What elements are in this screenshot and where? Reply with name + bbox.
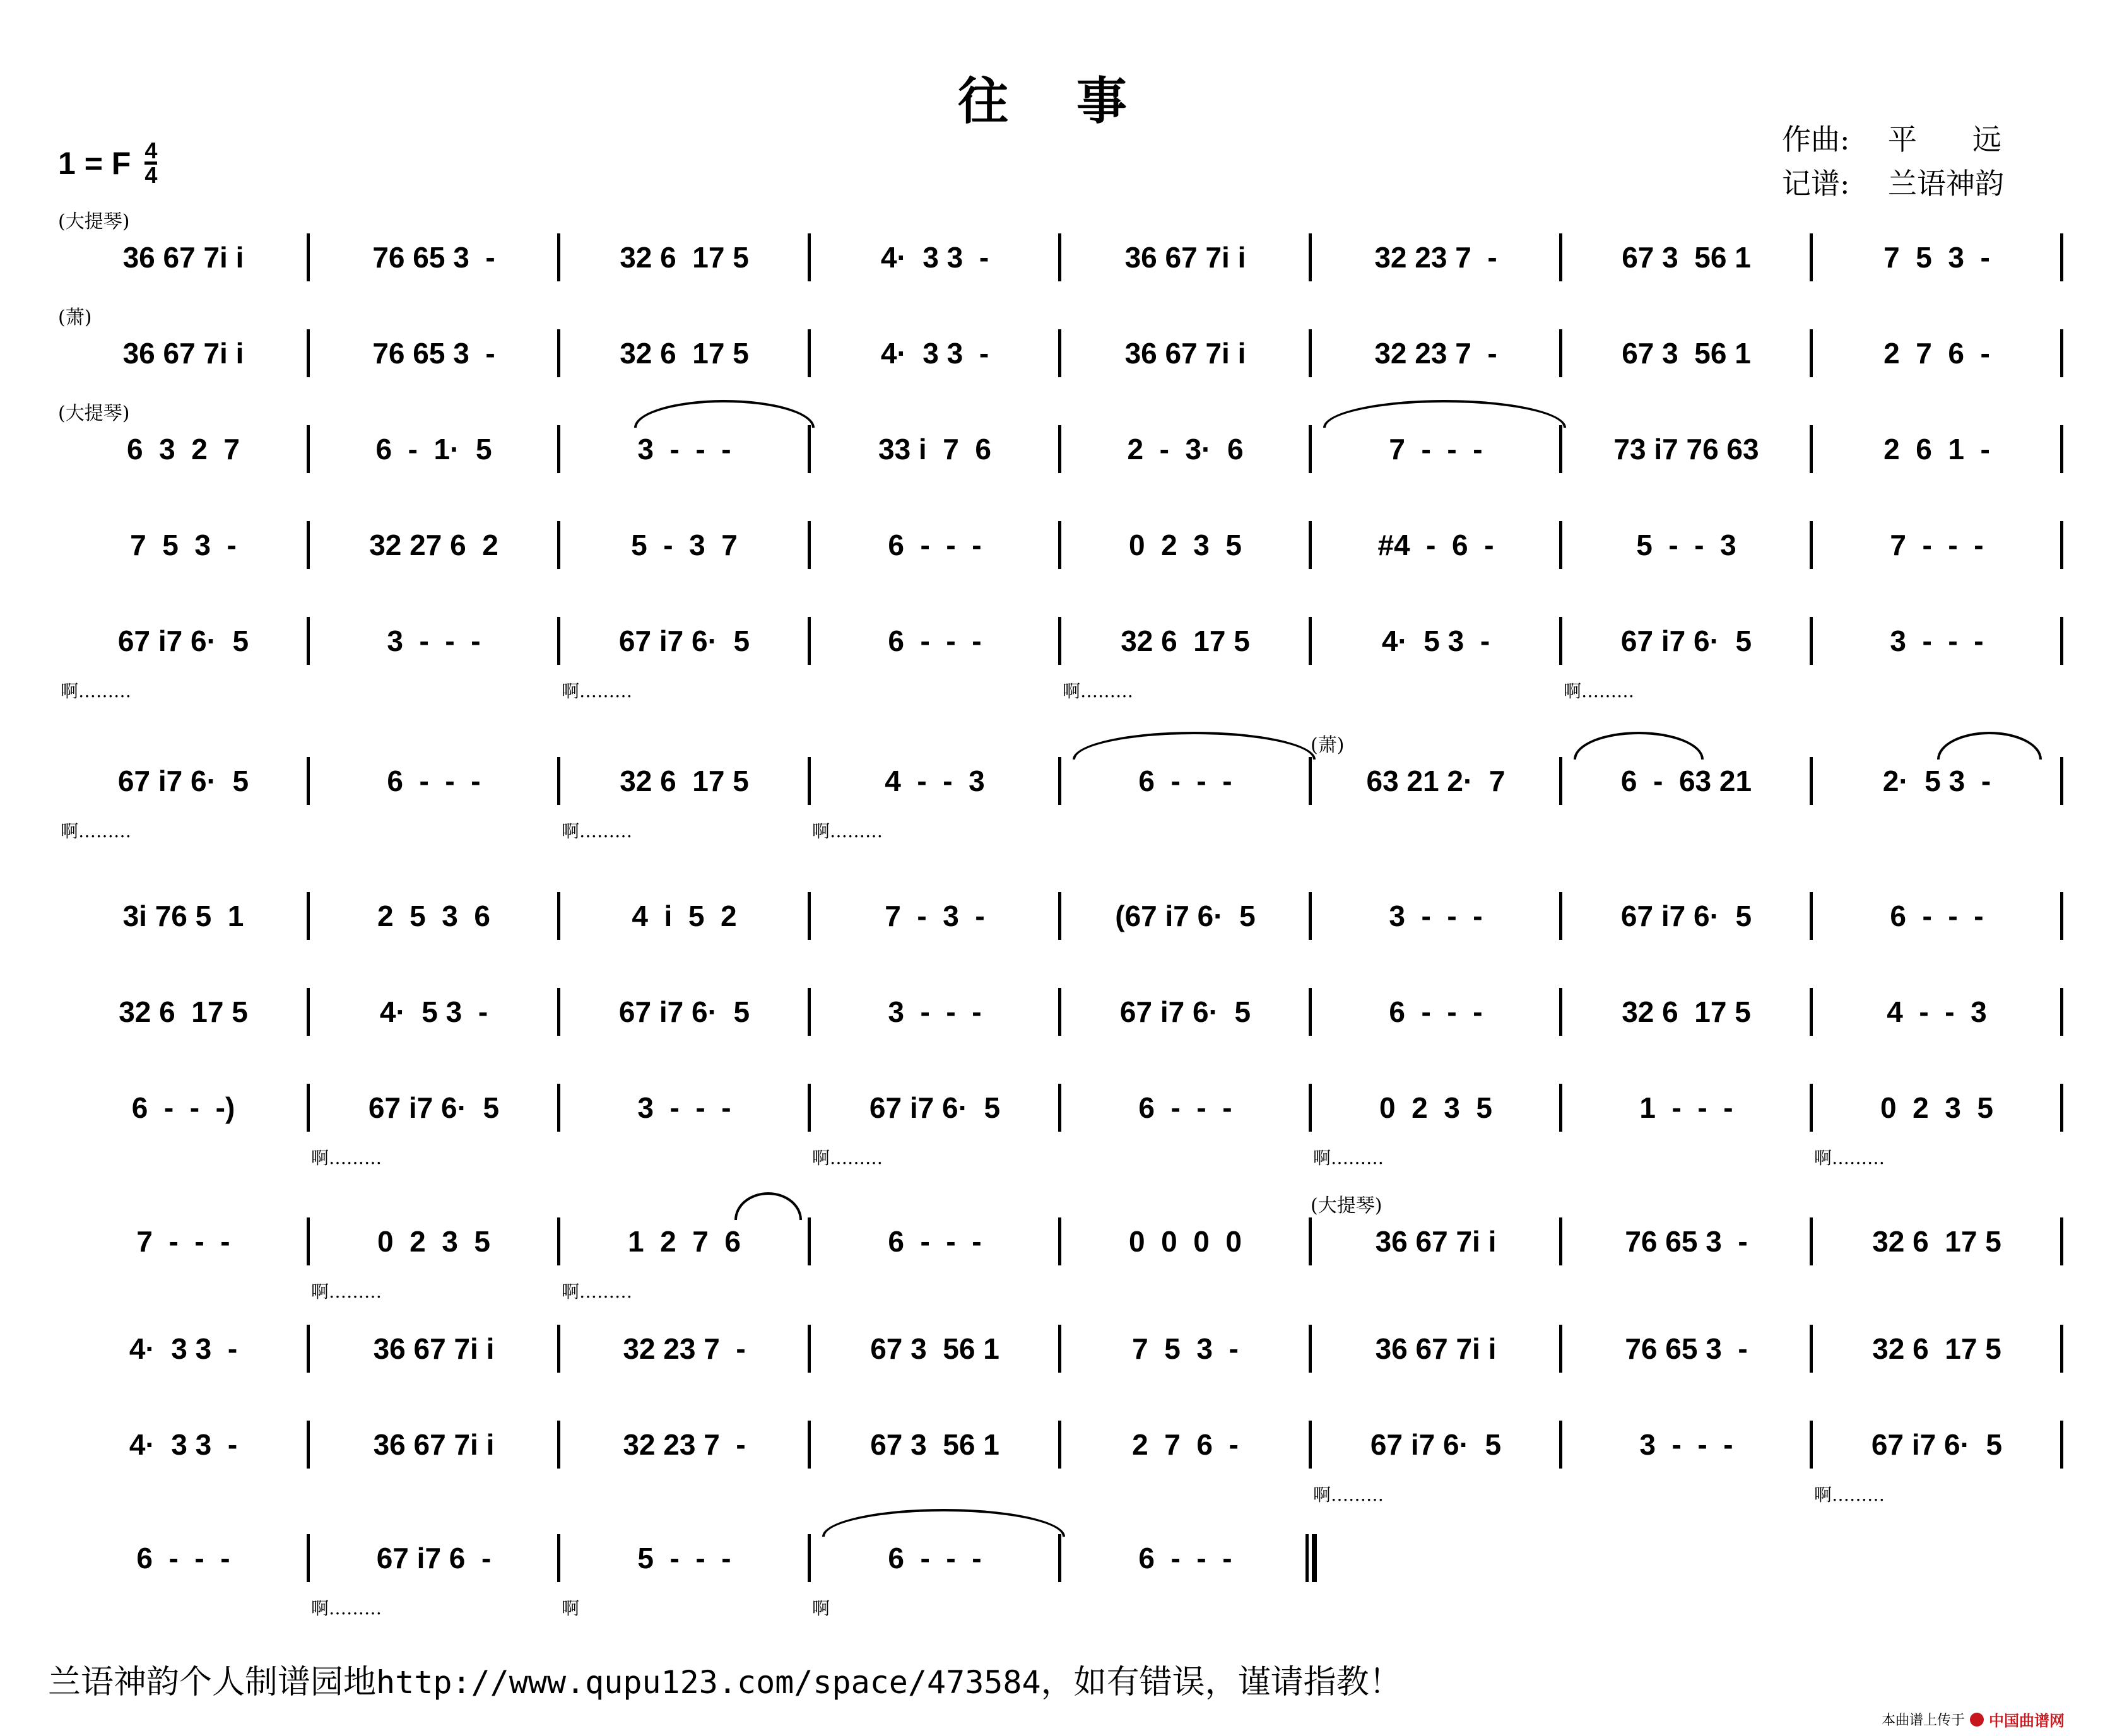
measure: 32 6 17 5	[620, 765, 749, 797]
measure: 67 i7 6 -	[376, 1542, 492, 1575]
barline	[1810, 1217, 1813, 1265]
measure: 63 21 2· 7	[1366, 765, 1506, 797]
measure: 36 67 7i i	[122, 241, 244, 274]
barline	[307, 1421, 310, 1469]
barline	[1309, 521, 1312, 569]
measure: 7 5 3 -	[1883, 241, 1990, 274]
instrument-annotation: (萧)	[1311, 734, 1345, 756]
credits	[1782, 117, 2057, 206]
tie-slur	[734, 1192, 802, 1220]
measure: 6 3 2 7	[126, 433, 240, 466]
measure: 67 3 56 1	[1622, 337, 1751, 370]
footer-suffix: ，如有错误，谨请指教！	[1040, 1663, 1402, 1701]
barline	[1810, 1421, 1813, 1469]
instrument-annotation: (大提琴)	[58, 211, 130, 233]
measure: 67 i7 6· 5	[1119, 995, 1251, 1028]
footer-prefix: 兰语神韵个人制谱园地	[48, 1663, 377, 1701]
lyric: 啊………	[812, 1147, 883, 1168]
measure: 67 3 56 1	[870, 1428, 999, 1461]
measure: 67 3 56 1	[870, 1332, 999, 1365]
lyric: 啊………	[311, 1598, 382, 1619]
measure: 76 65 3 -	[372, 241, 495, 274]
barline	[1559, 892, 1562, 940]
barline	[1058, 329, 1061, 377]
score-line	[58, 988, 2062, 1038]
barline	[307, 757, 310, 805]
measure: 67 3 56 1	[1622, 241, 1751, 274]
lyric: 啊………	[1063, 681, 1134, 701]
measure: 2 7 6 -	[1132, 1428, 1239, 1461]
barline	[808, 233, 811, 281]
measure: 73 i7 76 63	[1613, 433, 1759, 466]
score-line	[58, 892, 2062, 942]
barline	[1810, 329, 1813, 377]
barline	[1058, 1084, 1061, 1132]
barline	[2060, 1421, 2063, 1469]
barline	[2060, 617, 2063, 665]
barline	[557, 757, 560, 805]
measure: 32 6 17 5	[620, 241, 749, 274]
transcriber-label: 记谱:	[1782, 167, 1850, 201]
measure: 36 67 7i i	[1124, 337, 1246, 370]
barline	[1559, 425, 1562, 473]
barline	[1559, 1217, 1562, 1265]
measure: 32 6 17 5	[1872, 1225, 2001, 1258]
transcriber-name: 兰语神韵	[1888, 167, 2004, 201]
barline	[557, 1084, 560, 1132]
lyric: 啊………	[1313, 1484, 1384, 1505]
barline	[808, 1421, 811, 1469]
barline	[557, 892, 560, 940]
barline	[307, 233, 310, 281]
barline	[557, 1534, 560, 1582]
barline	[2060, 892, 2063, 940]
barline	[2060, 425, 2063, 473]
measure: 6 - - -	[888, 529, 982, 561]
measure: 4 i 5 2	[632, 900, 737, 932]
measure: 7 - - -	[136, 1225, 230, 1258]
score-line	[58, 734, 2062, 842]
barline	[1559, 617, 1562, 665]
barline	[2060, 1217, 2063, 1265]
measure: 7 - - -	[1389, 433, 1483, 466]
barline	[1559, 988, 1562, 1036]
tie-slur	[822, 1509, 1065, 1537]
barline	[1058, 425, 1061, 473]
measure: 67 i7 6· 5	[368, 1091, 500, 1124]
barline	[1559, 757, 1562, 805]
barline	[1058, 233, 1061, 281]
barline	[557, 425, 560, 473]
upload-credit	[1882, 1708, 2065, 1730]
composer-name: 平远	[1888, 122, 2057, 156]
lyric: 啊………	[311, 1147, 382, 1168]
measure: 6 - 63 21	[1620, 765, 1752, 797]
barline	[1309, 1217, 1312, 1265]
tie-slur	[1323, 400, 1566, 428]
barline	[307, 425, 310, 473]
time-signature	[144, 140, 157, 186]
barline	[1810, 425, 1813, 473]
barline	[307, 617, 310, 665]
barline	[1810, 1325, 1813, 1373]
measure: 6 - - -	[888, 625, 982, 657]
site-logo-icon	[1970, 1713, 1984, 1727]
measure: 4 - - 3	[1887, 995, 1987, 1028]
measure: 3 - - -	[888, 995, 982, 1028]
barline	[1559, 1421, 1562, 1469]
measure: 32 6 17 5	[1872, 1332, 2001, 1365]
barline	[2060, 521, 2063, 569]
measure: 4· 5 3 -	[379, 995, 488, 1028]
barline	[1309, 1084, 1312, 1132]
measure: 6 - - -	[1389, 995, 1483, 1028]
barline	[557, 521, 560, 569]
barline	[1309, 425, 1312, 473]
measure: 4· 3 3 -	[129, 1428, 238, 1461]
barline	[1058, 617, 1061, 665]
measure: 67 i7 6· 5	[1871, 1428, 2003, 1461]
barline	[1309, 757, 1312, 805]
measure: 76 65 3 -	[372, 337, 495, 370]
barline	[808, 892, 811, 940]
measure: 3 - - -	[387, 625, 481, 657]
measure: 6 - - -	[1138, 1542, 1232, 1575]
measure: 32 6 17 5	[620, 337, 749, 370]
transcriber-row	[1782, 161, 2057, 206]
instrument-annotation: (萧)	[58, 307, 92, 329]
measure: 36 67 7i i	[1124, 241, 1246, 274]
instrument-annotation: (大提琴)	[1311, 1195, 1382, 1217]
measure: 36 67 7i i	[373, 1428, 495, 1461]
barline	[808, 425, 811, 473]
measure: 5 - - -	[637, 1542, 731, 1575]
score-line	[58, 1421, 2062, 1505]
barline	[1058, 757, 1061, 805]
measure: 4· 3 3 -	[129, 1332, 238, 1365]
barline	[2060, 329, 2063, 377]
barline	[1810, 988, 1813, 1036]
lyric: 啊………	[812, 821, 883, 842]
measure: 32 23 7 -	[1374, 337, 1497, 370]
key-signature	[58, 140, 157, 186]
key-label: 1 = F	[58, 145, 131, 181]
barline	[1559, 521, 1562, 569]
barline	[808, 988, 811, 1036]
barline	[1559, 1084, 1562, 1132]
measure: 4 - - 3	[885, 765, 985, 797]
measure: 3 - - -	[1639, 1428, 1733, 1461]
barline	[557, 1325, 560, 1373]
measure: 32 23 7 -	[623, 1428, 746, 1461]
barline	[1810, 521, 1813, 569]
measure: 36 67 7i i	[1375, 1332, 1497, 1365]
measure: 3 - - -	[637, 1091, 731, 1124]
lyric: 啊………	[562, 821, 633, 842]
upload-label: 本曲谱上传于	[1881, 1713, 1965, 1728]
barline	[2060, 1084, 2063, 1132]
barline	[307, 1325, 310, 1373]
composer-row	[1782, 117, 2057, 161]
composer-label: 作曲:	[1782, 122, 1850, 156]
lyric: 啊………	[61, 681, 132, 701]
barline	[1559, 329, 1562, 377]
measure: 5 - - 3	[1636, 529, 1736, 561]
barline	[1309, 329, 1312, 377]
measure: 3 - - -	[1890, 625, 1984, 657]
barline	[2060, 988, 2063, 1036]
measure: 67 i7 6· 5	[117, 765, 249, 797]
measure: 6 - - -	[888, 1225, 982, 1258]
measure: 4· 3 3 -	[880, 241, 989, 274]
barline	[557, 988, 560, 1036]
measure: 1 - - -	[1639, 1091, 1733, 1124]
measure: 6 - - -)	[131, 1091, 235, 1124]
measure: 6 - - -	[136, 1542, 230, 1575]
measure: 32 6 17 5	[119, 995, 248, 1028]
measure: 2 7 6 -	[1883, 337, 1990, 370]
measure: 0 0 0 0	[1128, 1225, 1242, 1258]
score-line	[58, 211, 2062, 284]
measure: 36 67 7i i	[373, 1332, 495, 1365]
final-barline	[1305, 1534, 1316, 1582]
barline	[307, 521, 310, 569]
measure: 7 5 3 -	[1132, 1332, 1239, 1365]
measure: 3 - - -	[637, 433, 731, 466]
measure: 6 - - -	[387, 765, 481, 797]
measure: 67 i7 6· 5	[618, 625, 750, 657]
measure: 32 23 7 -	[1374, 241, 1497, 274]
barline	[307, 892, 310, 940]
measure: 67 i7 6· 5	[869, 1091, 1001, 1124]
measure: 32 27 6 2	[369, 529, 498, 561]
barline	[307, 1084, 310, 1132]
measure: 0 2 3 5	[1128, 529, 1242, 561]
barline	[2060, 757, 2063, 805]
measure: 67 i7 6· 5	[1620, 900, 1752, 932]
measure: 1 2 7 6	[627, 1225, 741, 1258]
measure: 0 2 3 5	[1880, 1091, 1993, 1124]
lyric: 啊………	[562, 1281, 633, 1302]
barline	[1810, 757, 1813, 805]
score-line	[58, 1534, 2062, 1619]
barline	[808, 1325, 811, 1373]
barline	[557, 1421, 560, 1469]
measure: 76 65 3 -	[1625, 1332, 1748, 1365]
lyric: 啊………	[1313, 1147, 1384, 1168]
measure: 4· 3 3 -	[880, 337, 989, 370]
barline	[808, 329, 811, 377]
measure: 32 23 7 -	[623, 1332, 746, 1365]
measure: 0 2 3 5	[1379, 1091, 1492, 1124]
score-title: 往 事	[958, 71, 1152, 131]
measure: 67 i7 6· 5	[1370, 1428, 1502, 1461]
measure: 6 - - -	[1138, 765, 1232, 797]
lyric: 啊………	[1814, 1147, 1885, 1168]
barline	[1309, 233, 1312, 281]
barline	[1810, 233, 1813, 281]
tie-slur	[634, 400, 815, 428]
barline	[808, 521, 811, 569]
score-line	[58, 402, 2062, 476]
lyric: 啊………	[1814, 1484, 1885, 1505]
barline	[1058, 1534, 1061, 1582]
barline	[1309, 1421, 1312, 1469]
barline	[1810, 1084, 1813, 1132]
barline	[2060, 233, 2063, 281]
measure: 32 6 17 5	[1622, 995, 1751, 1028]
measure: 33 i 7 6	[878, 433, 991, 466]
barline	[1058, 1325, 1061, 1373]
barline	[307, 329, 310, 377]
lyric: 啊………	[1564, 681, 1635, 701]
measure: 4· 5 3 -	[1381, 625, 1490, 657]
measure: 2 6 1 -	[1883, 433, 1990, 466]
measure: 6 - - -	[1890, 900, 1984, 932]
barline	[307, 1217, 310, 1265]
measure: 67 i7 6· 5	[1620, 625, 1752, 657]
measure: 2 - 3· 6	[1127, 433, 1244, 466]
barline	[1058, 1217, 1061, 1265]
barline	[1058, 1421, 1061, 1469]
barline	[2060, 1325, 2063, 1373]
barline	[1058, 988, 1061, 1036]
tie-slur	[1073, 732, 1316, 760]
barline	[808, 1534, 811, 1582]
score-line	[58, 307, 2062, 380]
measure: 7 5 3 -	[130, 529, 237, 561]
barline	[1058, 892, 1061, 940]
barline	[557, 329, 560, 377]
barline	[1309, 1325, 1312, 1373]
measure: 0 2 3 5	[377, 1225, 490, 1258]
measure: 7 - - -	[1890, 529, 1984, 561]
score-line	[58, 1195, 2062, 1302]
barline	[808, 1084, 811, 1132]
measure: 3 - - -	[1389, 900, 1483, 932]
time-top: 4	[144, 138, 158, 163]
barline	[307, 988, 310, 1036]
measure: 32 6 17 5	[1121, 625, 1250, 657]
barline	[1810, 617, 1813, 665]
measure: 6 - - -	[1138, 1091, 1232, 1124]
footer-url[interactable]: http://www.qupu123.com/space/473584	[376, 1664, 1041, 1701]
measure: 36 67 7i i	[122, 337, 244, 370]
lyric: 啊	[812, 1598, 830, 1619]
barline	[1810, 892, 1813, 940]
score-line	[58, 521, 2062, 572]
barline	[808, 757, 811, 805]
barline	[808, 1217, 811, 1265]
barline	[808, 617, 811, 665]
barline	[557, 233, 560, 281]
measure: 5 - 3 7	[631, 529, 738, 561]
lyric: 啊………	[61, 821, 132, 842]
lyric: 啊	[562, 1598, 580, 1619]
footer-note	[48, 1655, 1402, 1703]
barline	[1559, 233, 1562, 281]
lyric: 啊………	[562, 681, 633, 701]
measure: 2 5 3 6	[377, 900, 490, 932]
barline	[307, 1534, 310, 1582]
barline	[1309, 988, 1312, 1036]
tie-slur	[1937, 732, 2042, 760]
measure: (67 i7 6· 5	[1115, 900, 1256, 932]
measure: #4 - 6 -	[1377, 529, 1494, 561]
measure: 6 - - -	[888, 1542, 982, 1575]
measure: 36 67 7i i	[1375, 1225, 1497, 1258]
barline	[1309, 892, 1312, 940]
measure: 67 i7 6· 5	[117, 625, 249, 657]
barline	[557, 1217, 560, 1265]
tie-slur	[1574, 732, 1704, 760]
barline	[1559, 1325, 1562, 1373]
measure: 6 - 1· 5	[375, 433, 492, 466]
score-line	[58, 1084, 2062, 1168]
score-line	[58, 1325, 2062, 1375]
barline	[1058, 521, 1061, 569]
measure: 76 65 3 -	[1625, 1225, 1748, 1258]
measure: 3i 76 5 1	[122, 900, 244, 932]
measure: 7 - 3 -	[885, 900, 985, 932]
measure: 2· 5 3 -	[1882, 765, 1991, 797]
score-line	[58, 617, 2062, 701]
barline	[1309, 617, 1312, 665]
upload-site[interactable]: 中国曲谱网	[1989, 1712, 2065, 1730]
lyric: 啊………	[311, 1281, 382, 1302]
barline	[557, 617, 560, 665]
time-bottom: 4	[144, 162, 158, 188]
measure: 67 i7 6· 5	[618, 995, 750, 1028]
instrument-annotation: (大提琴)	[58, 402, 130, 425]
